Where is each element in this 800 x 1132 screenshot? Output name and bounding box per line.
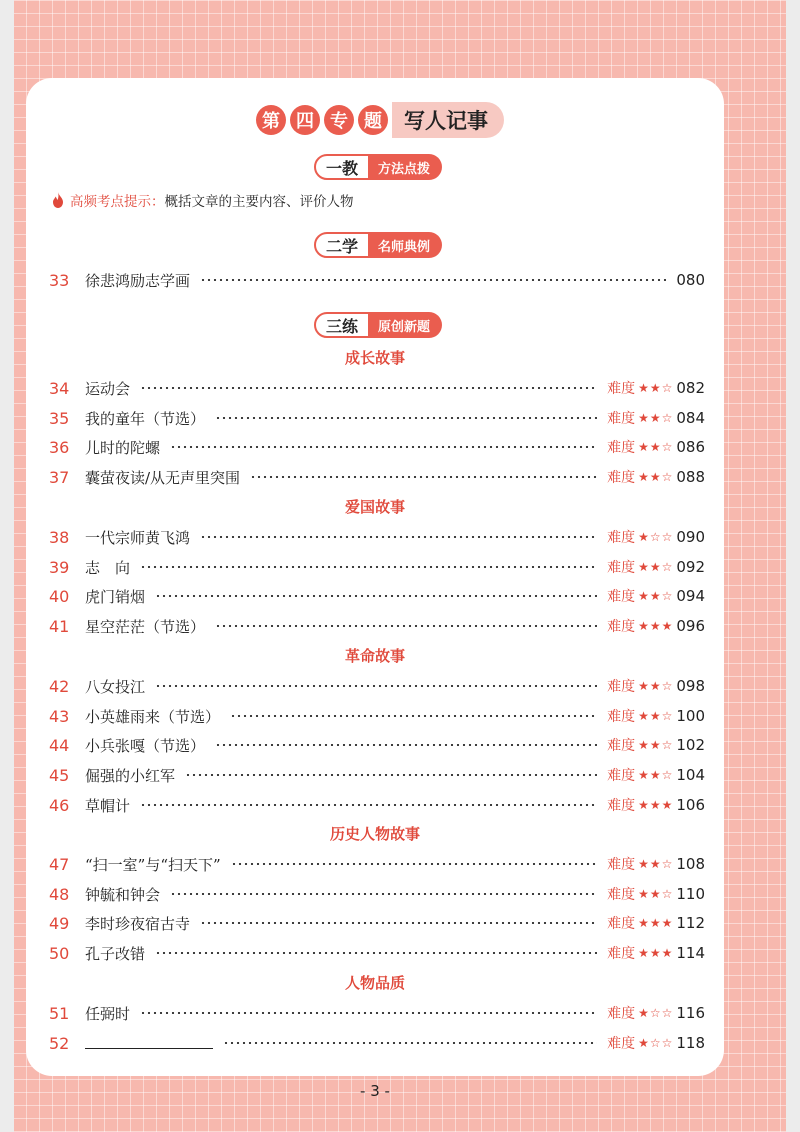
entry-number: 46 bbox=[49, 795, 70, 815]
entry-page: 100 bbox=[676, 707, 705, 725]
entry-page: 108 bbox=[676, 855, 705, 873]
page-number: - 3 - bbox=[360, 1082, 390, 1100]
dot-leader bbox=[215, 625, 597, 627]
category-heading: 爱国故事 bbox=[344, 498, 405, 516]
dot-leader bbox=[140, 566, 597, 568]
difficulty-stars-icon: ★★☆ bbox=[638, 679, 674, 693]
topic-char-badge: 第 bbox=[256, 105, 286, 135]
section-teach bbox=[314, 154, 442, 180]
difficulty-stars-icon: ★★☆ bbox=[638, 381, 674, 395]
difficulty-stars-icon: ★★☆ bbox=[638, 768, 674, 782]
toc-entry[interactable] bbox=[49, 269, 705, 291]
entry-page: 096 bbox=[676, 617, 705, 635]
category-heading: 革命故事 bbox=[344, 647, 405, 665]
difficulty-label: 难度 bbox=[607, 916, 636, 932]
toc-entry[interactable] bbox=[49, 526, 705, 548]
difficulty-stars-icon: ★★☆ bbox=[638, 857, 674, 871]
dot-leader bbox=[215, 417, 597, 419]
difficulty-stars-icon: ★★★ bbox=[638, 798, 674, 812]
difficulty-stars-icon: ★★☆ bbox=[638, 887, 674, 901]
entry-title: 虎门销烟 bbox=[85, 587, 146, 606]
entry-title: 儿时的陀螺 bbox=[85, 438, 161, 457]
dot-leader bbox=[185, 774, 597, 776]
difficulty-label: 难度 bbox=[607, 530, 636, 546]
entry-page: 118 bbox=[676, 1034, 705, 1052]
difficulty-label: 难度 bbox=[607, 768, 636, 784]
toc-entry[interactable] bbox=[49, 585, 705, 607]
entry-title-blank bbox=[85, 1034, 213, 1053]
toc-entry[interactable] bbox=[49, 883, 705, 905]
dot-leader bbox=[215, 744, 597, 746]
entry-number: 48 bbox=[49, 884, 70, 904]
difficulty-label: 难度 bbox=[607, 411, 636, 427]
entry-page: 106 bbox=[676, 796, 705, 814]
dot-leader bbox=[230, 715, 597, 717]
entry-title: 运动会 bbox=[85, 379, 131, 398]
entry-number: 51 bbox=[49, 1003, 70, 1023]
entry-number: 40 bbox=[49, 586, 70, 606]
entry-page: 098 bbox=[676, 677, 705, 695]
entry-page: 086 bbox=[676, 438, 705, 456]
dot-leader bbox=[155, 952, 597, 954]
entry-page: 110 bbox=[676, 885, 705, 903]
dot-leader bbox=[170, 446, 597, 448]
toc-entry[interactable] bbox=[49, 436, 705, 458]
difficulty-stars-icon: ★★★ bbox=[638, 916, 674, 930]
entry-title: 小英雄雨来（节选） bbox=[85, 707, 221, 726]
entry-number: 49 bbox=[49, 913, 70, 933]
category-heading: 人物品质 bbox=[344, 974, 405, 992]
entry-number: 50 bbox=[49, 943, 70, 963]
dot-leader bbox=[155, 595, 597, 597]
entry-page: 112 bbox=[676, 914, 705, 932]
difficulty-label: 难度 bbox=[607, 679, 636, 695]
topic-char-badge: 专 bbox=[324, 105, 354, 135]
entry-number: 39 bbox=[49, 557, 70, 577]
toc-entry[interactable] bbox=[49, 734, 705, 756]
entry-page: 088 bbox=[676, 468, 705, 486]
dot-leader bbox=[223, 1042, 597, 1044]
toc-entry[interactable] bbox=[49, 1002, 705, 1024]
entry-number: 47 bbox=[49, 854, 70, 874]
entry-title: 八女投江 bbox=[85, 677, 146, 696]
entry-number: 33 bbox=[49, 270, 70, 290]
entry-title: 一代宗师黄飞鸿 bbox=[85, 528, 191, 547]
flame-icon bbox=[52, 192, 64, 208]
entry-title: 我的童年（节选） bbox=[85, 409, 206, 428]
entry-number: 38 bbox=[49, 527, 70, 547]
dot-leader bbox=[155, 685, 597, 687]
difficulty-label: 难度 bbox=[607, 887, 636, 903]
difficulty-label: 难度 bbox=[607, 798, 636, 814]
difficulty-label: 难度 bbox=[607, 470, 636, 486]
entry-number: 44 bbox=[49, 735, 70, 755]
entry-title: 李时珍夜宿古寺 bbox=[85, 914, 191, 933]
topic-title bbox=[256, 98, 504, 142]
section-learn-num: 二学 bbox=[314, 232, 370, 258]
entry-title: 任弼时 bbox=[85, 1004, 131, 1023]
dot-leader bbox=[250, 476, 597, 478]
category-heading: 历史人物故事 bbox=[329, 825, 420, 843]
entry-title: 徐悲鸿励志学画 bbox=[85, 271, 191, 290]
difficulty-stars-icon: ★★★ bbox=[638, 946, 674, 960]
section-learn-label: 名师典例 bbox=[370, 232, 442, 258]
toc-entry[interactable] bbox=[49, 705, 705, 727]
dot-leader bbox=[200, 536, 597, 538]
entry-number: 45 bbox=[49, 765, 70, 785]
difficulty-label: 难度 bbox=[607, 589, 636, 605]
section-teach-num: 一教 bbox=[314, 154, 370, 180]
entry-title: 志 向 bbox=[85, 558, 131, 577]
entry-title: 草帽计 bbox=[85, 796, 131, 815]
difficulty-label: 难度 bbox=[607, 946, 636, 962]
toc-entry[interactable] bbox=[49, 556, 705, 578]
difficulty-label: 难度 bbox=[607, 440, 636, 456]
tip-label: 高频考点提示： bbox=[70, 194, 165, 210]
scan-edge-left bbox=[0, 0, 14, 1132]
entry-page: 092 bbox=[676, 558, 705, 576]
toc-entry[interactable] bbox=[49, 794, 705, 816]
entry-number: 35 bbox=[49, 408, 70, 428]
entry-number: 42 bbox=[49, 676, 70, 696]
section-learn bbox=[314, 232, 442, 258]
section-practice bbox=[314, 312, 442, 338]
difficulty-label: 难度 bbox=[607, 857, 636, 873]
toc-entry[interactable] bbox=[49, 853, 705, 875]
entry-title: 囊萤夜读/从无声里突围 bbox=[85, 468, 241, 487]
dot-leader bbox=[140, 804, 597, 806]
difficulty-stars-icon: ★★☆ bbox=[638, 411, 674, 425]
difficulty-stars-icon: ★★★ bbox=[638, 619, 674, 633]
entry-number: 41 bbox=[49, 616, 70, 636]
topic-char-badge: 四 bbox=[290, 105, 320, 135]
entry-number: 34 bbox=[49, 378, 70, 398]
difficulty-stars-icon: ★★☆ bbox=[638, 738, 674, 752]
toc-entry[interactable] bbox=[49, 942, 705, 964]
dot-leader bbox=[200, 922, 597, 924]
scan-edge-right bbox=[786, 0, 800, 1132]
dot-leader bbox=[231, 863, 597, 865]
toc-entry[interactable] bbox=[49, 912, 705, 934]
topic-char-badge: 题 bbox=[358, 105, 388, 135]
tip-line bbox=[52, 190, 354, 210]
toc-entry[interactable] bbox=[49, 377, 705, 399]
difficulty-stars-icon: ★★☆ bbox=[638, 560, 674, 574]
dot-leader bbox=[200, 279, 666, 281]
topic-number-badges bbox=[256, 105, 388, 135]
difficulty-stars-icon: ★★☆ bbox=[638, 470, 674, 484]
fill-in-blank-line[interactable] bbox=[85, 1034, 213, 1049]
entry-page: 116 bbox=[676, 1004, 705, 1022]
dot-leader bbox=[140, 1012, 597, 1014]
toc-entry[interactable] bbox=[49, 675, 705, 697]
entry-number: 37 bbox=[49, 467, 70, 487]
difficulty-label: 难度 bbox=[607, 381, 636, 397]
entry-title: 钟毓和钟会 bbox=[85, 885, 161, 904]
dot-leader bbox=[140, 387, 597, 389]
difficulty-stars-icon: ★★☆ bbox=[638, 440, 674, 454]
section-practice-label: 原创新题 bbox=[370, 312, 442, 338]
difficulty-label: 难度 bbox=[607, 619, 636, 635]
entry-number: 43 bbox=[49, 706, 70, 726]
difficulty-label: 难度 bbox=[607, 560, 636, 576]
difficulty-label: 难度 bbox=[607, 738, 636, 754]
entry-number: 36 bbox=[49, 437, 70, 457]
difficulty-label: 难度 bbox=[607, 1036, 636, 1052]
entry-page: 094 bbox=[676, 587, 705, 605]
entry-page: 104 bbox=[676, 766, 705, 784]
difficulty-stars-icon: ★☆☆ bbox=[638, 1036, 674, 1050]
category-heading: 成长故事 bbox=[344, 349, 405, 367]
toc-entry[interactable] bbox=[49, 615, 705, 637]
difficulty-stars-icon: ★★☆ bbox=[638, 709, 674, 723]
entry-title: 孔子改错 bbox=[85, 944, 146, 963]
tip-text: 概括文章的主要内容、评价人物 bbox=[164, 194, 354, 210]
difficulty-stars-icon: ★☆☆ bbox=[638, 530, 674, 544]
toc-entry[interactable] bbox=[49, 1032, 705, 1054]
entry-title: 倔强的小红军 bbox=[85, 766, 176, 785]
entry-page: 114 bbox=[676, 944, 705, 962]
entry-title: “扫一室”与“扫天下” bbox=[85, 855, 221, 874]
entry-page: 080 bbox=[676, 271, 705, 289]
entry-page: 084 bbox=[676, 409, 705, 427]
section-teach-label: 方法点拨 bbox=[370, 154, 442, 180]
difficulty-label: 难度 bbox=[607, 709, 636, 725]
entry-title: 小兵张嘎（节选） bbox=[85, 736, 206, 755]
difficulty-stars-icon: ★☆☆ bbox=[638, 1006, 674, 1020]
entry-number: 52 bbox=[49, 1033, 70, 1053]
toc-entry[interactable] bbox=[49, 466, 705, 488]
section-practice-num: 三练 bbox=[314, 312, 370, 338]
difficulty-label: 难度 bbox=[607, 1006, 636, 1022]
entry-page: 102 bbox=[676, 736, 705, 754]
entry-page: 082 bbox=[676, 379, 705, 397]
toc-entry[interactable] bbox=[49, 764, 705, 786]
topic-title-text: 写人记事 bbox=[392, 102, 504, 138]
entry-page: 090 bbox=[676, 528, 705, 546]
entry-title: 星空茫茫（节选） bbox=[85, 617, 206, 636]
toc-entry[interactable] bbox=[49, 407, 705, 429]
difficulty-stars-icon: ★★☆ bbox=[638, 589, 674, 603]
dot-leader bbox=[170, 893, 597, 895]
